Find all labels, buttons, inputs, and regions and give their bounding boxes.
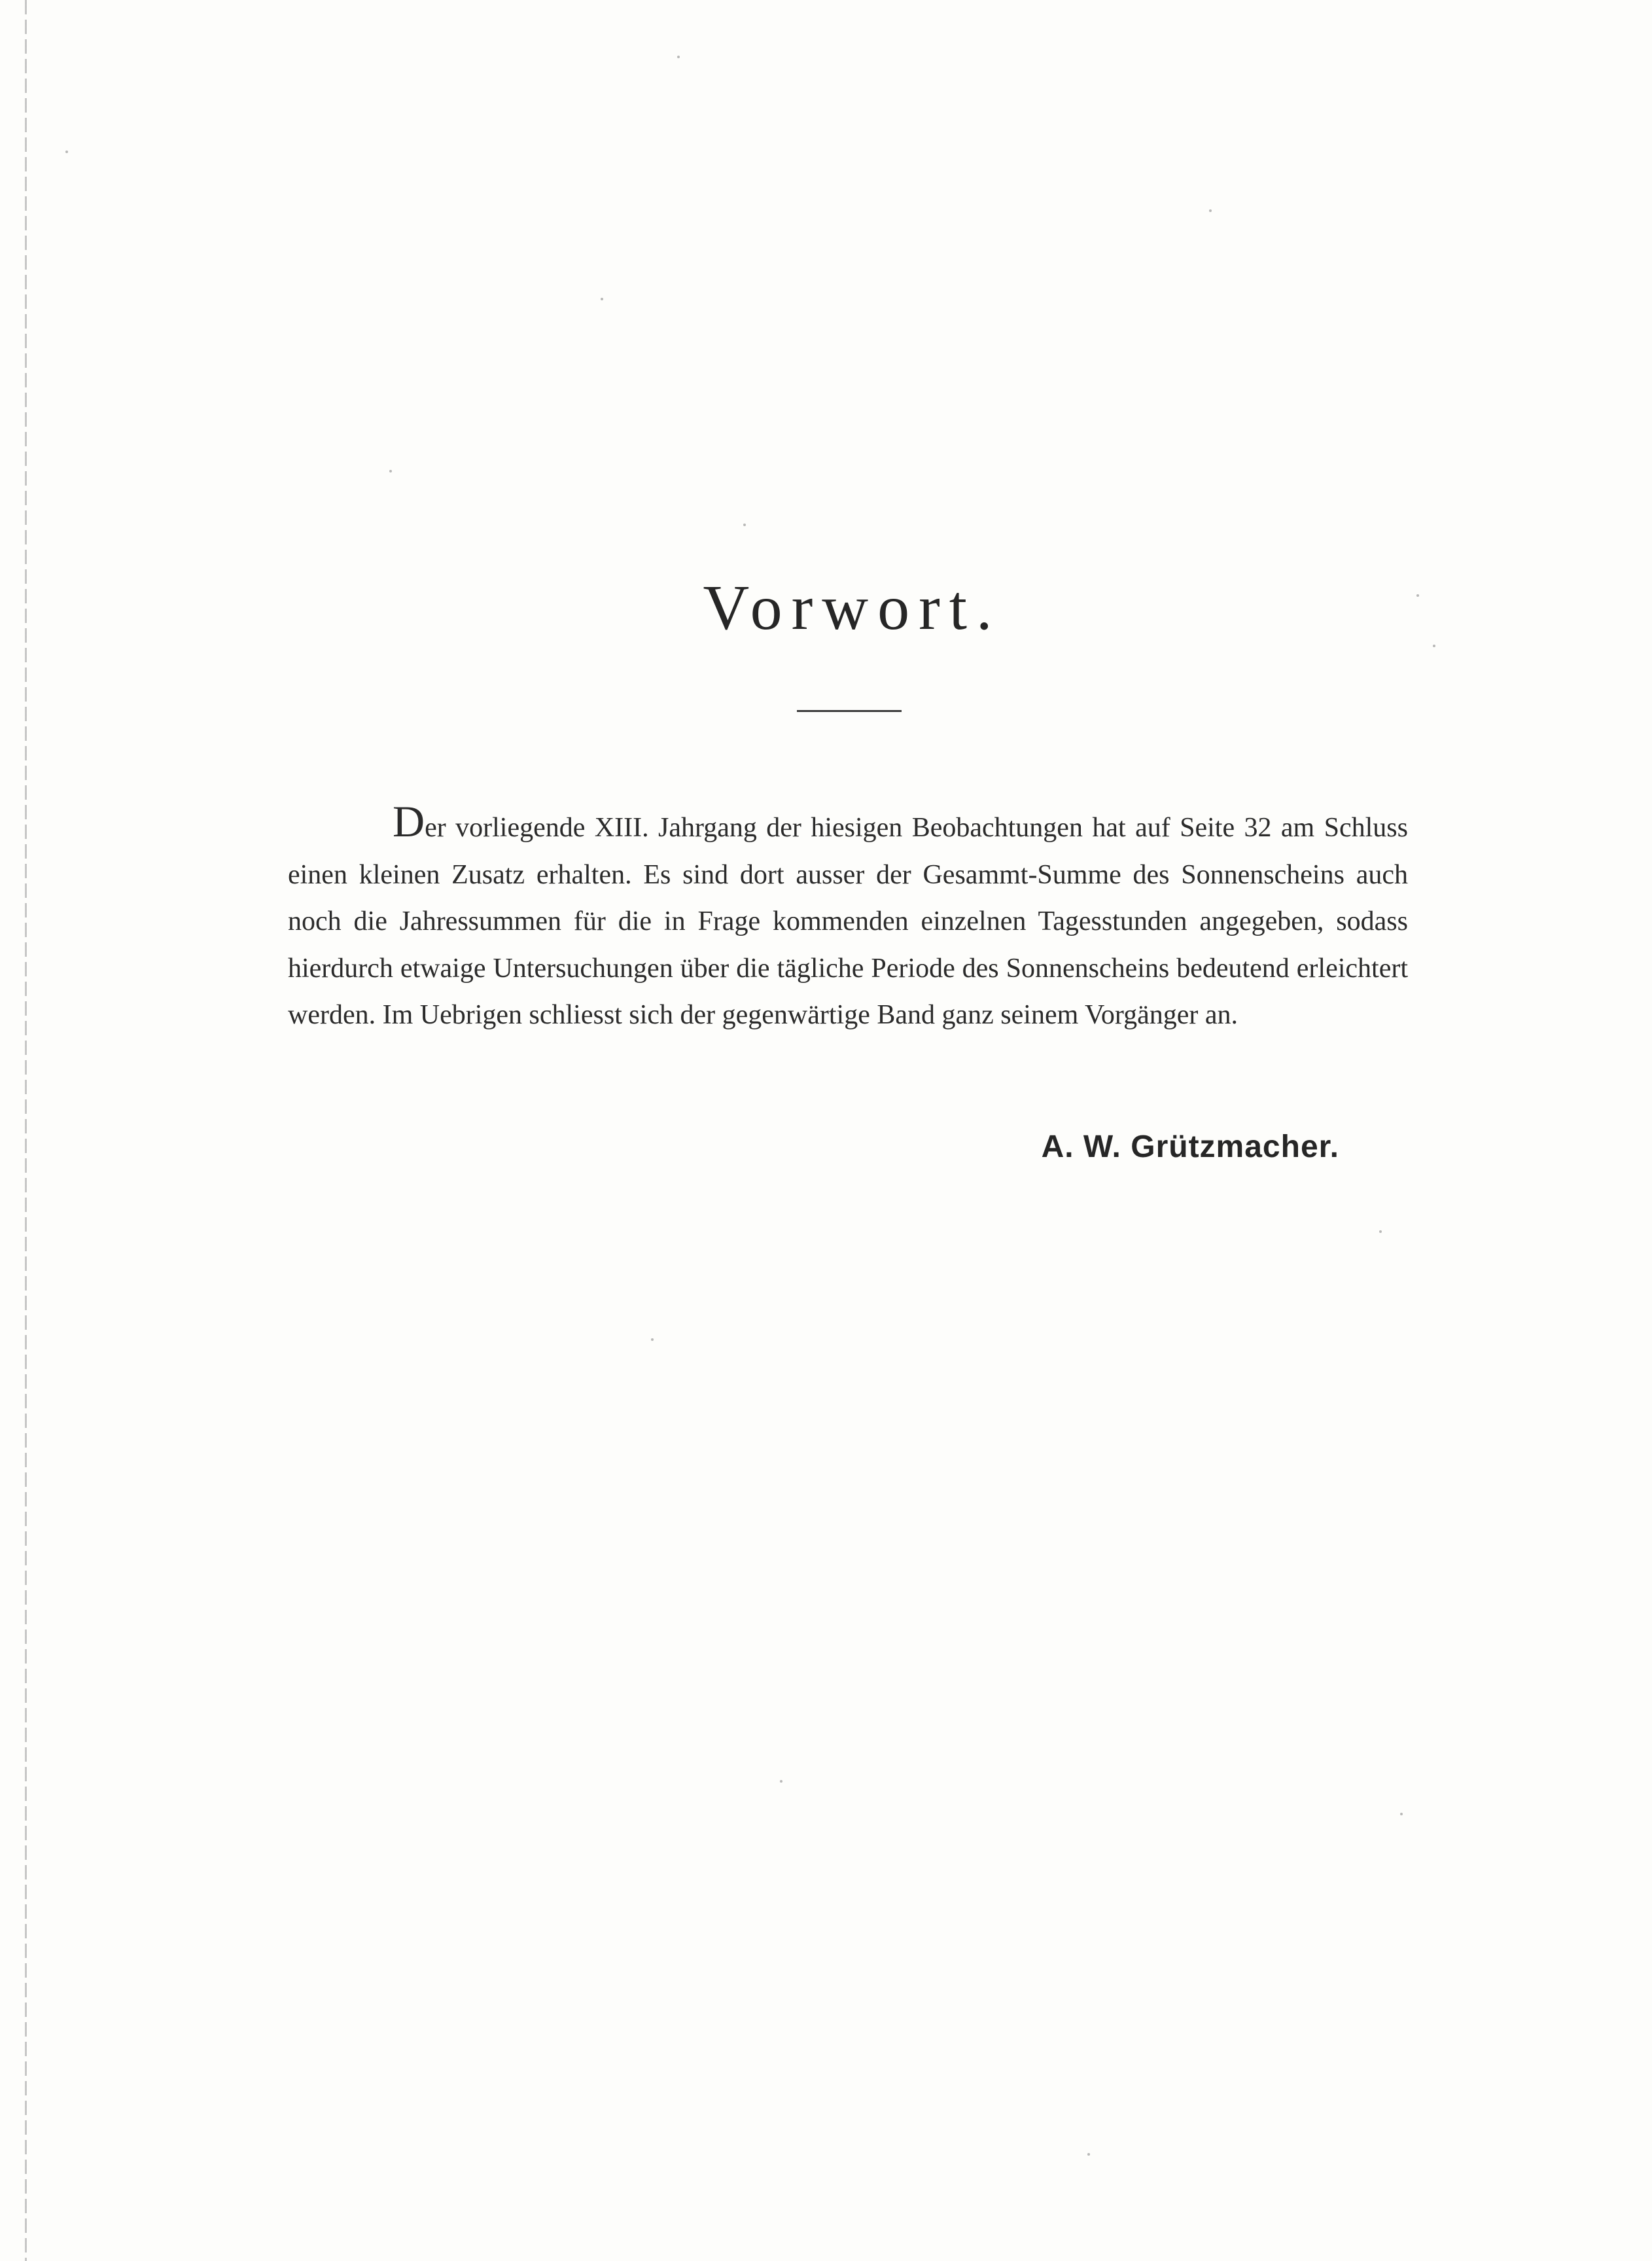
binding-edge <box>25 0 27 2261</box>
scan-speck <box>1433 645 1435 647</box>
scan-speck <box>677 56 680 58</box>
author-signature: A. W. Grützmacher. <box>1041 1130 1339 1164</box>
scan-speck <box>389 470 392 472</box>
scan-speck <box>1400 1813 1403 1815</box>
scan-speck <box>1416 594 1419 597</box>
title-rule <box>797 710 902 712</box>
preface-paragraph <box>288 796 1408 1039</box>
page-title: Vorwort. <box>703 573 1002 643</box>
dropcap-letter: D <box>393 796 425 846</box>
paragraph-text: er vorliegende XIII. Jahrgang der hiesigen Beobachtungen hat auf Seite 32 am Schluss einen kleinen Zusatz erhalten. Es sind dort ausser der Gesammt-Summe des Sonnenscheins auch noch die Jahressummen für die in Frage kommenden einzelnen Tagesstunden angegeben, sodass hierdurch etwaige Untersuchungen über die tägliche Periode des Sonnenscheins bedeutend erleichtert werden. Im Uebrigen schliesst sich der gegenwärtige Band ganz seinem Vorgänger an. <box>288 813 1408 1030</box>
scan-speck <box>601 298 603 300</box>
scan-speck <box>1087 2153 1090 2156</box>
scan-speck <box>1379 1230 1382 1233</box>
scan-speck <box>1209 209 1212 212</box>
scan-speck <box>65 151 68 153</box>
scan-speck <box>651 1338 654 1341</box>
scan-speck <box>780 1780 782 1783</box>
scan-speck <box>743 524 746 526</box>
